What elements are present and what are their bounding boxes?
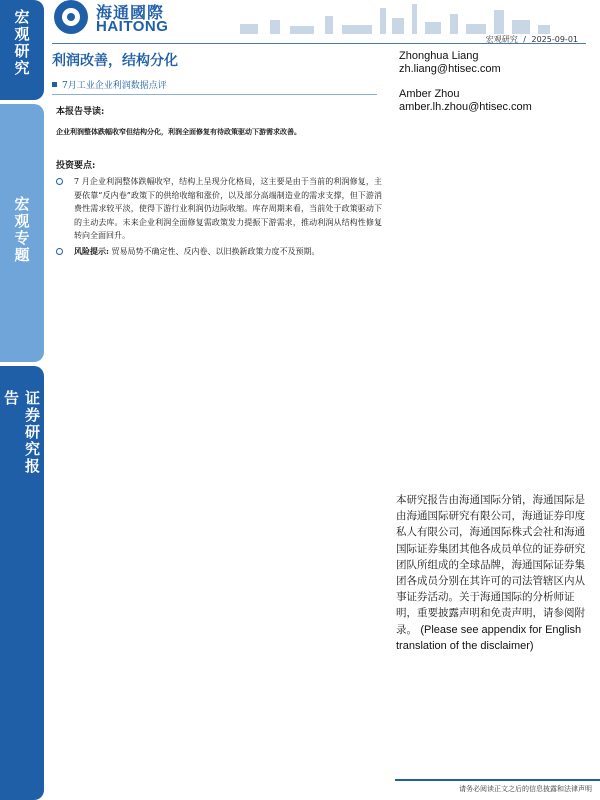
header-category: 宏观研究 — [485, 35, 518, 44]
disclaimer-chinese: 本研究报告由海通国际分销，海通国际是由海通国际研究有限公司，海通证券印度私人有限公司，海通国际株式会社和海通国际证券集团其他各成员单位的证券研究团队所组成的全球品牌，海通国际证券集团各成员分别在其许可的司法管辖区内从事证券活动。关于海通国际的分析师证明，重要披露声明和免责声明，请参阅附录。 — [396, 494, 585, 636]
footer-notice: 请务必阅读正文之后的信息披露和法律声明 — [459, 785, 592, 793]
circle-bullet-icon — [56, 178, 63, 185]
point-text: 贸易局势不确定性、反内卷、以旧换新政策力度不及预期。 — [111, 246, 320, 256]
point-text: 7 月企业利润整体跌幅收窄，结构上呈现分化格局，这主要是由于当前的利润修复，主要依靠“反内卷”政策下的供给收缩和涨价，以及部分高端制造业的需求支撑，但下游消费性需求较平淡，使得下游行业利润仍边际收缩。库存周期来看，当前处于政策驱动下的主动去库。未来企业利润全面修复需政策发力提振下游需求，推动利润从结构性修复转向全面回升。 — [74, 177, 382, 240]
author-email-link[interactable]: zh.liang@htisec.com — [399, 63, 501, 75]
logo-chinese-text: 海通國際 — [96, 3, 165, 22]
page-subtitle — [52, 78, 167, 91]
logo-mark-icon — [54, 0, 88, 34]
header-divider — [52, 43, 586, 44]
header-date: 2025-09-01 — [531, 35, 578, 44]
disclaimer-english-link[interactable]: (Please see appendix for English translation of the disclaimer) — [396, 623, 582, 652]
key-points-heading: 投资要点: — [56, 161, 96, 171]
disclaimer-block — [396, 492, 592, 654]
author-block — [399, 50, 532, 126]
key-points-list — [52, 175, 382, 260]
circle-bullet-icon — [56, 248, 63, 255]
footer-divider — [395, 779, 600, 781]
sidebar-label-macro-topic: 宏观专题 — [12, 196, 31, 264]
author-entry — [399, 88, 532, 114]
logo-english-text: HAITONG — [96, 18, 169, 35]
haitong-logo — [52, 0, 212, 38]
list-item — [52, 175, 382, 243]
subtitle-square-icon — [52, 82, 57, 87]
list-item — [52, 245, 382, 259]
header-separator: / — [523, 35, 526, 44]
author-entry — [399, 50, 532, 76]
city-skyline-banner — [230, 0, 560, 34]
author-name: Amber Zhou — [399, 88, 460, 100]
title-divider — [52, 94, 377, 95]
guide-heading: 本报告导读: — [56, 107, 105, 117]
sidebar-label-macro-research: 宏观研究 — [12, 9, 31, 77]
guide-text: 企业利润整体跌幅收窄但结构分化，利润全面修复有待政策驱动下游需求改善。 — [56, 127, 301, 136]
sidebar-label-securities-report: 证券研究报告 — [2, 390, 41, 475]
author-name: Zhonghua Liang — [399, 50, 479, 62]
page-title: 利润改善，结构分化 — [52, 53, 178, 69]
subtitle-text: 7月工业企业利润数据点评 — [62, 81, 167, 91]
left-sidebar — [0, 0, 44, 800]
risk-label: 风险提示: — [74, 245, 109, 256]
author-email-link[interactable]: amber.lh.zhou@htisec.com — [399, 101, 532, 113]
